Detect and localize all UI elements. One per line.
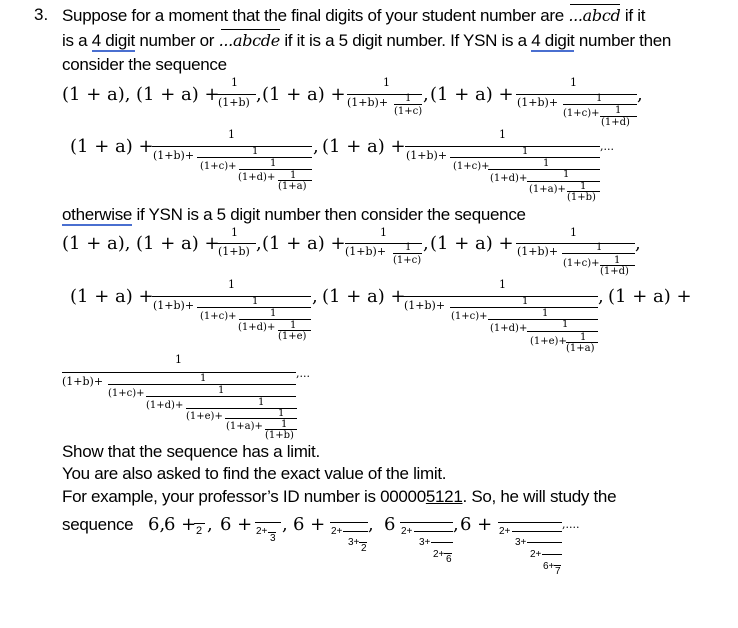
ex-term-6-lead: 6 +	[460, 514, 493, 535]
fraction-bar	[542, 554, 562, 555]
numerator: 1	[570, 76, 577, 89]
variable-abcde: ...abcde	[218, 31, 280, 50]
ex-term-4-lead: 6 +	[293, 514, 326, 535]
denominator: (1+b)+	[347, 96, 389, 109]
fraction-bar	[563, 104, 637, 105]
otherwise-text: if YSN is a 5 digit number then consider the sequence	[132, 205, 526, 224]
intro-line-1	[62, 5, 645, 27]
example-digits: 5121	[425, 487, 463, 506]
fraction-bar	[403, 296, 598, 297]
fraction-bar	[217, 243, 256, 244]
example-text	[62, 486, 616, 508]
example-suffix: . So, he will study the	[462, 487, 617, 506]
numerator: 1	[383, 76, 390, 89]
term-2-lead: (1 + a) +	[136, 233, 220, 254]
fraction-bar	[527, 331, 598, 332]
fraction-bar	[197, 157, 312, 158]
ellipsis: ,...	[296, 367, 310, 380]
fraction-bar	[512, 531, 562, 532]
sequence-label: sequence	[62, 515, 134, 534]
term-6-lead: (1 + a) +	[322, 286, 406, 307]
comma: ,	[312, 286, 318, 307]
intro-text: if it is a 5 digit number. If YSN is a	[279, 31, 532, 50]
fraction-bar	[239, 319, 311, 320]
spellcheck-word[interactable]: 4 digit	[531, 31, 575, 50]
fraction-bar	[108, 384, 296, 385]
term-4-lead: (1 + a) +	[430, 233, 514, 254]
numerator: 1	[231, 76, 238, 89]
fraction-bar	[488, 169, 600, 170]
fraction-bar	[152, 146, 312, 147]
ex-term-1: 6,	[148, 514, 166, 535]
fraction-bar	[450, 307, 598, 308]
fraction-bar	[217, 94, 256, 95]
fraction-bar	[527, 181, 600, 182]
comma: ,	[256, 84, 262, 105]
spellcheck-word[interactable]: otherwise	[62, 205, 133, 224]
term-5-lead: (1 + a) +	[70, 286, 154, 307]
fraction-bar	[414, 531, 453, 532]
term-7-lead: (1 + a) +	[608, 286, 692, 307]
fraction-bar	[343, 531, 368, 532]
numerator: 1	[405, 93, 412, 104]
fraction-bar	[394, 104, 422, 105]
fraction-bar	[562, 253, 635, 254]
comma: ,	[313, 136, 319, 157]
intro-text: number then	[574, 31, 672, 50]
ex-term-3-lead: 6 +	[220, 514, 253, 535]
term-3-lead: (1 + a) +	[262, 84, 346, 105]
term-4-lead: (1 + a) +	[430, 84, 514, 105]
fraction-bar	[488, 319, 598, 320]
denominator: (1+c)	[394, 106, 423, 117]
term-3-lead: (1 + a) +	[262, 233, 346, 254]
intro-text: if it	[620, 6, 646, 25]
comma: ,	[637, 84, 643, 105]
ex-term-2-lead: 6 +	[164, 514, 197, 535]
problem-number: 3.	[34, 5, 49, 24]
ellipsis: ,....	[562, 518, 580, 531]
term-6-lead: (1 + a) +	[322, 136, 406, 157]
term-5-lead: (1 + a) +	[70, 136, 154, 157]
comma: ,	[207, 514, 213, 535]
fraction-bar	[255, 522, 281, 523]
otherwise-line	[62, 204, 526, 226]
comma: ,	[635, 233, 641, 254]
comma: ,	[598, 286, 604, 307]
intro-line-2	[62, 30, 671, 52]
fraction-bar	[393, 253, 422, 254]
exact-value-text: You are also asked to find the exact value of the limit.	[62, 464, 447, 483]
fraction-bar	[194, 523, 205, 524]
fraction-bar	[516, 94, 637, 95]
intro-text: is a	[62, 31, 92, 50]
term-1: (1 + a),	[62, 233, 131, 254]
intro-text: Suppose for a moment that the final digits of your student number are	[62, 6, 569, 25]
fraction-bar	[330, 522, 368, 523]
comma: ,	[368, 514, 374, 535]
fraction-bar	[527, 542, 562, 543]
comma: ,	[282, 514, 288, 535]
term-2-lead: (1 + a) +	[136, 84, 220, 105]
fraction-bar	[146, 396, 296, 397]
spellcheck-word[interactable]: 4 digit	[91, 31, 135, 50]
comma: ,	[453, 514, 459, 535]
fraction-bar	[239, 169, 312, 170]
intro-text: number or	[134, 31, 219, 50]
denominator: (1+b)+	[517, 96, 559, 109]
fraction-bar	[498, 522, 562, 523]
variable-abcd: ...abcd	[568, 6, 621, 25]
fraction-bar	[152, 296, 311, 297]
show-limit-text: Show that the sequence has a limit.	[62, 442, 320, 461]
ellipsis: ,...	[600, 140, 614, 153]
fraction-bar	[62, 372, 296, 373]
intro-line-3: consider the sequence	[62, 55, 227, 74]
fraction-bar	[516, 243, 635, 244]
ex-term-5-lead: 6	[384, 514, 396, 535]
comma: ,	[423, 233, 429, 254]
example-prefix: For example, your professor’s ID number is 00000	[62, 487, 426, 506]
fraction-bar	[405, 146, 600, 147]
term-1: (1 + a),	[62, 84, 131, 105]
denominator: (1+b)	[218, 96, 250, 109]
comma: ,	[423, 84, 429, 105]
fraction-bar	[450, 157, 600, 158]
fraction-bar	[400, 522, 453, 523]
fraction-bar	[197, 307, 311, 308]
comma: ,	[256, 233, 262, 254]
fraction-bar	[431, 542, 453, 543]
